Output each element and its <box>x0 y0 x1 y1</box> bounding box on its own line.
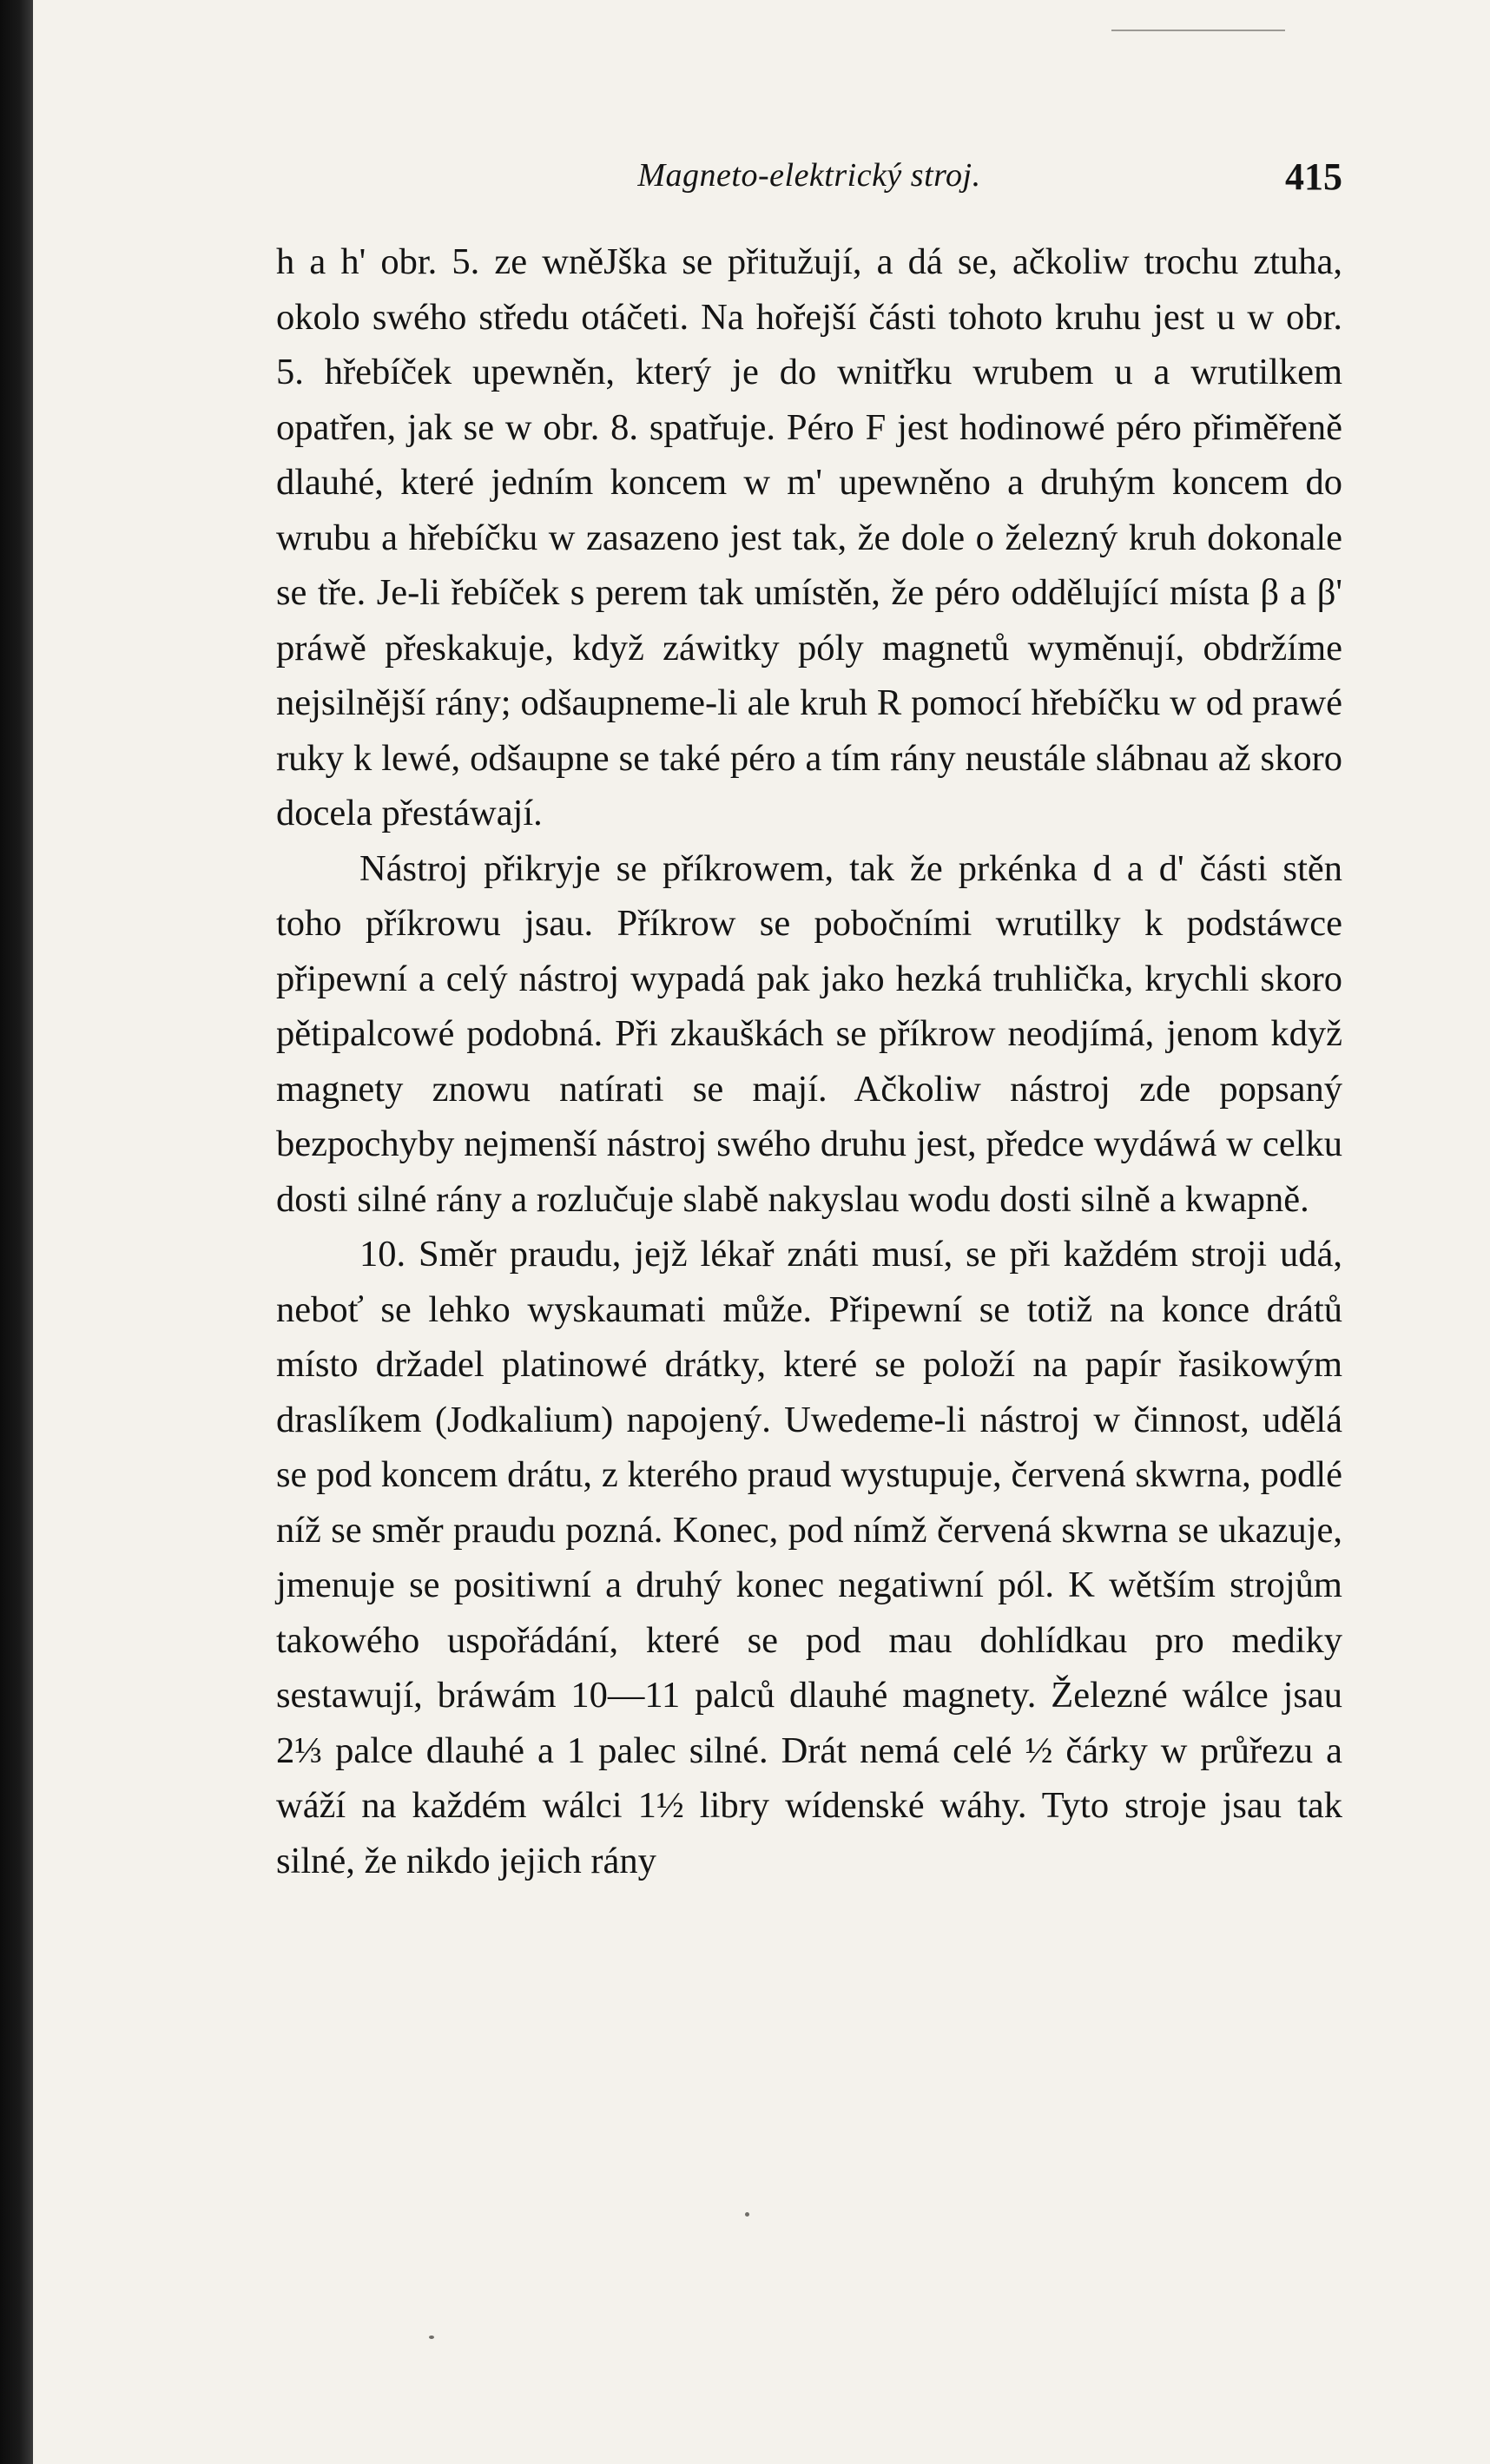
body-text <box>276 234 1342 1888</box>
running-title: Magneto-elektrický stroj. <box>637 157 981 194</box>
paragraph-continuation: h a h' obr. 5. ze wněJška se přitužují, a dá se, ačkoliw trochu ztuha, okolo swého středu otáčeti. Na hořejší části tohoto kruhu jest u w obr. 5. hřebíček upewněn, který je do wnitřku wrubem u a wrutilkem opatřen, jak se w obr. 8. spatřuje. Péro F jest hodinowé péro přiměřeně dlauhé, které jedním koncem w m' upewněno a druhým koncem do wrubu a hřebíčku w zasazeno jest tak, že dole o železný kruh dokonale se tře. Je-li řebíček s perem tak umístěn, že péro oddělující místa β a β' práwě přeskakuje, když záwitky póly magnetů wyměnují, obdržíme nejsilnější rány; odšaupneme-li ale kruh R pomocí hřebíčku w od prawé ruky k lewé, odšaupne se také péro a tím rány neustále slábnau až skoro docela přestáwají. <box>276 241 1342 833</box>
scan-top-rule <box>1111 30 1285 31</box>
scan-speck <box>429 2336 434 2339</box>
running-head <box>276 156 1342 217</box>
paragraph-current-direction: 10. Směr praudu, jejž lékař znáti musí, se při každém stroji udá, neboť se lehko wyskaumati může. Připewní se totiž na konce drátů místo držadel platinowé drátky, které se položí na papír řasikowým draslíkem (Jodkalium) napojený. Uwedeme-li nástroj w činnost, udělá se pod koncem drátu, z kterého praud wystupuje, červená skwrna, podlé níž se směr praudu pozná. Konec, pod nímž červená skwrna se ukazuje, jmenuje se positiwní a druhý konec negatiwní pól. K wětším strojům takowého uspořádání, které se pod mau dohlídkau pro mediky sestawují, bráwám 10—11 palců dlauhé magnety. Železné wálce jsau 2⅓ palce dlauhé a 1 palec silné. Drát nemá celé ½ čárky w průřezu a wáží na každém wálci 1½ libry wídenské wáhy. Tyto stroje jsau tak silné, že nikdo jejich rány <box>276 1234 1342 1881</box>
paragraph-cover-description: Nástroj přikryje se příkrowem, tak že prkénka d a d' části stěn toho příkrowu jsau. Příkrow se pobočními wrutilky k podstáwce připewní a celý nástroj wypadá pak jako hezká truhlička, krychli skoro pětipalcowé podobná. Při zkauškách se příkrow neodjímá, jenom když magnety znowu natírati se mají. Ačkoliw nástroj zde popsaný bezpochyby nejmenší nástroj swého druhu jest, předce wydáwá w celku dosti silné rány a rozlučuje slabě nakyslau wodu dosti silně a kwapně. <box>276 847 1342 1220</box>
page-number: 415 <box>1285 155 1342 198</box>
scan-binding-shadow <box>0 0 33 2464</box>
scan-speck <box>745 2212 749 2217</box>
book-page <box>276 156 1342 1888</box>
